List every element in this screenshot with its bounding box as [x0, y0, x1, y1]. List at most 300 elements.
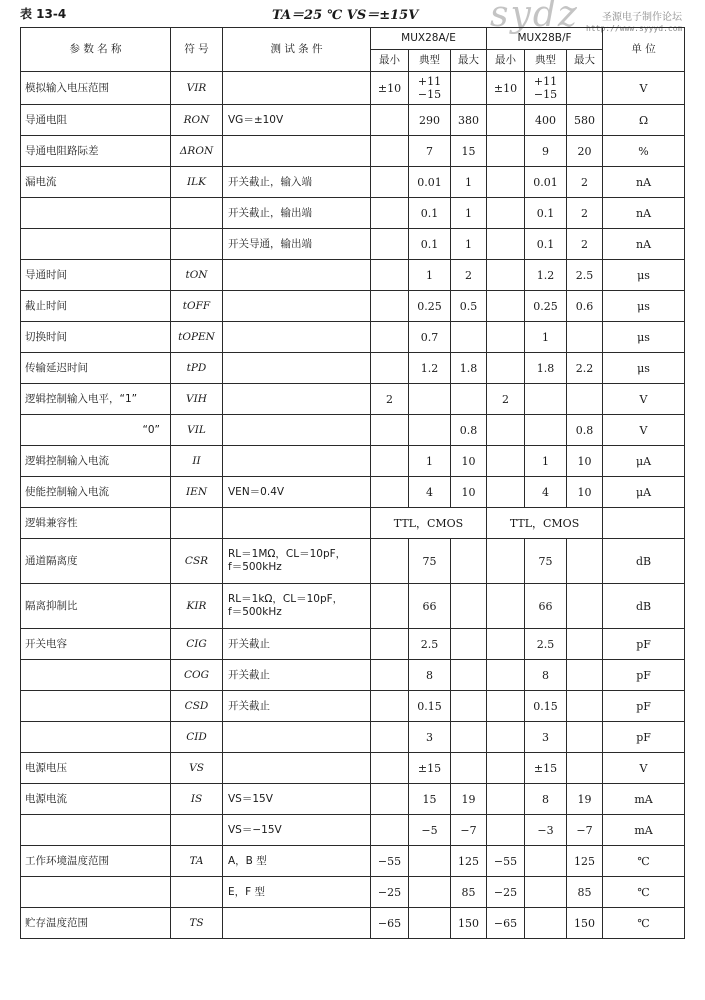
value-a-max [451, 539, 487, 584]
value-b-max: 580 [567, 105, 603, 136]
value-a-min [371, 291, 409, 322]
value-a-max [451, 584, 487, 629]
test-condition [223, 136, 371, 167]
value-a-min [371, 229, 409, 260]
value-b-max: 10 [567, 446, 603, 477]
value-a-min [371, 167, 409, 198]
watermark-url: http://www.syyyd.com [586, 24, 683, 33]
value-b-typ [525, 846, 567, 877]
value-a-max: 1 [451, 167, 487, 198]
value-a-max [451, 629, 487, 660]
param-unit: μA [603, 477, 685, 508]
value-a-min: ±10 [371, 72, 409, 105]
value-a-typ [409, 908, 451, 939]
value-b-typ: 400 [525, 105, 567, 136]
param-unit: pF [603, 691, 685, 722]
test-condition: 开关截止 [223, 629, 371, 660]
watermark-site-name: 圣源电子制作论坛 [602, 12, 682, 23]
value-a-typ [409, 846, 451, 877]
value-a-min [371, 584, 409, 629]
value-b-typ: 8 [525, 784, 567, 815]
value-a-min [371, 815, 409, 846]
col-test-cond: 测 试 条 件 [223, 28, 371, 72]
value-a-max: 125 [451, 846, 487, 877]
value-a-typ: 1 [409, 260, 451, 291]
value-a-max [451, 722, 487, 753]
table-row [21, 198, 685, 229]
value-b-max [567, 691, 603, 722]
table-row [21, 105, 685, 136]
value-a-min [371, 415, 409, 446]
value-b-typ: +11 −15 [525, 72, 567, 105]
group-b-value: TTL，CMOS [487, 508, 603, 539]
table-row [21, 229, 685, 260]
value-b-min: ±10 [487, 72, 525, 105]
param-symbol: tOPEN [171, 322, 223, 353]
table-row [21, 291, 685, 322]
param-name: 模拟输入电压范围 [21, 72, 171, 105]
param-name: 开关电容 [21, 629, 171, 660]
value-b-typ: 1.8 [525, 353, 567, 384]
value-a-min [371, 353, 409, 384]
param-unit: μA [603, 446, 685, 477]
table-row [21, 722, 685, 753]
value-b-max: 85 [567, 877, 603, 908]
value-a-min: 2 [371, 384, 409, 415]
value-b-max: 2 [567, 167, 603, 198]
value-a-max: 19 [451, 784, 487, 815]
value-b-typ: 75 [525, 539, 567, 584]
test-condition: 开关截止，输出端 [223, 198, 371, 229]
value-a-max [451, 322, 487, 353]
col-a-typ: 典型 [409, 50, 451, 72]
param-symbol: ΔRON [171, 136, 223, 167]
param-unit: V [603, 72, 685, 105]
value-a-min [371, 629, 409, 660]
param-unit: nA [603, 229, 685, 260]
value-a-typ: 4 [409, 477, 451, 508]
param-name [21, 815, 171, 846]
param-symbol: CIG [171, 629, 223, 660]
value-a-max: 15 [451, 136, 487, 167]
table-row [21, 908, 685, 939]
value-b-typ: 9 [525, 136, 567, 167]
spec-table-body [21, 72, 685, 939]
test-conditions: TA＝25 ℃ VS＝±15V [272, 8, 419, 23]
test-condition [223, 291, 371, 322]
param-name: 切换时间 [21, 322, 171, 353]
value-b-typ: 0.15 [525, 691, 567, 722]
value-b-max: 20 [567, 136, 603, 167]
value-a-max: 380 [451, 105, 487, 136]
value-b-typ [525, 908, 567, 939]
value-a-typ: 3 [409, 722, 451, 753]
param-unit: μs [603, 353, 685, 384]
test-condition [223, 72, 371, 105]
test-condition: E，F 型 [223, 877, 371, 908]
value-b-min [487, 105, 525, 136]
table-row [21, 72, 685, 105]
param-unit: ℃ [603, 908, 685, 939]
param-name: 传输延迟时间 [21, 353, 171, 384]
test-condition: VG＝±10V [223, 105, 371, 136]
test-condition: 开关截止 [223, 691, 371, 722]
value-a-max: 1.8 [451, 353, 487, 384]
value-b-min [487, 167, 525, 198]
value-a-max: 0.5 [451, 291, 487, 322]
table-row [21, 660, 685, 691]
value-a-typ [409, 877, 451, 908]
value-a-min [371, 660, 409, 691]
param-unit: μs [603, 291, 685, 322]
param-name: 贮存温度范围 [21, 908, 171, 939]
test-condition [223, 722, 371, 753]
param-name: 电源电流 [21, 784, 171, 815]
value-b-max [567, 384, 603, 415]
value-a-typ: 1 [409, 446, 451, 477]
value-b-max [567, 584, 603, 629]
value-b-typ: 0.25 [525, 291, 567, 322]
value-b-typ: 1.2 [525, 260, 567, 291]
value-b-max: 2 [567, 229, 603, 260]
value-b-max [567, 753, 603, 784]
param-symbol: VS [171, 753, 223, 784]
value-b-typ: ±15 [525, 753, 567, 784]
value-a-max: 1 [451, 229, 487, 260]
table-row [21, 815, 685, 846]
value-b-typ: −3 [525, 815, 567, 846]
param-symbol: TS [171, 908, 223, 939]
value-b-min [487, 722, 525, 753]
value-a-min: −65 [371, 908, 409, 939]
value-a-typ [409, 415, 451, 446]
table-row [21, 539, 685, 584]
value-b-typ: 1 [525, 446, 567, 477]
value-a-typ: ±15 [409, 753, 451, 784]
value-b-max [567, 72, 603, 105]
param-unit: mA [603, 815, 685, 846]
value-a-max: 150 [451, 908, 487, 939]
value-b-max [567, 722, 603, 753]
param-name [21, 660, 171, 691]
value-b-max [567, 660, 603, 691]
table-row [21, 629, 685, 660]
value-a-max: 1 [451, 198, 487, 229]
param-unit: μs [603, 260, 685, 291]
table-row [21, 477, 685, 508]
value-a-max: 0.8 [451, 415, 487, 446]
value-a-typ: 2.5 [409, 629, 451, 660]
value-a-min [371, 446, 409, 477]
value-a-min [371, 260, 409, 291]
param-symbol: tOFF [171, 291, 223, 322]
value-b-min [487, 291, 525, 322]
value-a-typ: 1.2 [409, 353, 451, 384]
test-condition [223, 753, 371, 784]
param-name: 隔离抑制比 [21, 584, 171, 629]
value-a-min [371, 322, 409, 353]
table-row [21, 508, 685, 539]
value-a-typ: 15 [409, 784, 451, 815]
value-a-min [371, 753, 409, 784]
test-condition [223, 322, 371, 353]
param-symbol: CSR [171, 539, 223, 584]
param-symbol: VIR [171, 72, 223, 105]
table-row [21, 691, 685, 722]
value-a-min [371, 136, 409, 167]
param-name: 逻辑控制输入电平，“1” [21, 384, 171, 415]
value-b-min: −65 [487, 908, 525, 939]
value-a-typ: 66 [409, 584, 451, 629]
value-b-min [487, 584, 525, 629]
value-a-typ: 0.01 [409, 167, 451, 198]
param-name [21, 691, 171, 722]
value-b-max: 125 [567, 846, 603, 877]
param-symbol [171, 815, 223, 846]
value-b-max [567, 629, 603, 660]
value-b-typ: 8 [525, 660, 567, 691]
value-a-typ: 290 [409, 105, 451, 136]
value-a-min: −25 [371, 877, 409, 908]
param-unit: Ω [603, 105, 685, 136]
test-condition: RL＝1MΩ，CL＝10pF， f＝500kHz [223, 539, 371, 584]
test-condition [223, 446, 371, 477]
value-b-min [487, 446, 525, 477]
table-row [21, 846, 685, 877]
value-b-min [487, 539, 525, 584]
test-condition [223, 353, 371, 384]
value-a-max [451, 753, 487, 784]
col-group-b: MUX28B/F [487, 28, 603, 50]
param-symbol: RON [171, 105, 223, 136]
col-unit: 单 位 [603, 28, 685, 72]
value-b-max: 2.2 [567, 353, 603, 384]
value-a-max: 85 [451, 877, 487, 908]
value-b-min [487, 322, 525, 353]
value-a-typ: 75 [409, 539, 451, 584]
value-b-min [487, 198, 525, 229]
param-symbol: II [171, 446, 223, 477]
table-row [21, 322, 685, 353]
value-b-typ [525, 877, 567, 908]
table-row [21, 753, 685, 784]
param-name [21, 229, 171, 260]
value-b-typ: 3 [525, 722, 567, 753]
param-symbol [171, 229, 223, 260]
param-symbol [171, 877, 223, 908]
value-b-min [487, 660, 525, 691]
param-symbol: ILK [171, 167, 223, 198]
value-b-max: 0.6 [567, 291, 603, 322]
param-symbol [171, 508, 223, 539]
table-row [21, 415, 685, 446]
value-a-min [371, 105, 409, 136]
value-a-max: 2 [451, 260, 487, 291]
value-a-max [451, 691, 487, 722]
col-b-min: 最小 [487, 50, 525, 72]
value-a-typ [409, 384, 451, 415]
param-unit: nA [603, 198, 685, 229]
param-symbol: VIL [171, 415, 223, 446]
param-symbol: CID [171, 722, 223, 753]
param-symbol: tON [171, 260, 223, 291]
test-condition [223, 415, 371, 446]
test-condition: 开关导通，输出端 [223, 229, 371, 260]
param-symbol: KIR [171, 584, 223, 629]
table-number: 表 13-4 [20, 7, 67, 21]
value-a-min [371, 539, 409, 584]
col-a-min: 最小 [371, 50, 409, 72]
table-row [21, 584, 685, 629]
param-symbol [171, 198, 223, 229]
value-a-typ: 0.1 [409, 198, 451, 229]
value-b-typ: 66 [525, 584, 567, 629]
col-b-max: 最大 [567, 50, 603, 72]
param-name: 逻辑兼容性 [21, 508, 171, 539]
col-b-typ: 典型 [525, 50, 567, 72]
value-b-typ: 2.5 [525, 629, 567, 660]
param-unit [603, 508, 685, 539]
test-condition [223, 260, 371, 291]
value-b-typ: 0.01 [525, 167, 567, 198]
value-a-max [451, 660, 487, 691]
value-b-min [487, 477, 525, 508]
param-unit: nA [603, 167, 685, 198]
table-row [21, 353, 685, 384]
param-unit: V [603, 384, 685, 415]
param-name [21, 198, 171, 229]
value-a-max: 10 [451, 477, 487, 508]
value-b-max [567, 322, 603, 353]
param-symbol: IEN [171, 477, 223, 508]
value-a-max [451, 384, 487, 415]
value-a-min [371, 722, 409, 753]
table-row [21, 384, 685, 415]
param-symbol: COG [171, 660, 223, 691]
param-name: 逻辑控制输入电流 [21, 446, 171, 477]
value-a-min [371, 477, 409, 508]
value-b-max: −7 [567, 815, 603, 846]
param-name: 导通电阻 [21, 105, 171, 136]
value-a-min [371, 198, 409, 229]
value-b-typ: 0.1 [525, 229, 567, 260]
param-unit: pF [603, 629, 685, 660]
value-b-min [487, 229, 525, 260]
value-a-min [371, 691, 409, 722]
param-name [21, 877, 171, 908]
param-symbol: IS [171, 784, 223, 815]
param-symbol: VIH [171, 384, 223, 415]
table-row [21, 136, 685, 167]
test-condition [223, 508, 371, 539]
value-b-max: 2.5 [567, 260, 603, 291]
param-symbol: CSD [171, 691, 223, 722]
param-unit: dB [603, 539, 685, 584]
test-condition: VS＝15V [223, 784, 371, 815]
param-name: 使能控制输入电流 [21, 477, 171, 508]
value-b-min [487, 753, 525, 784]
param-name: “0” [21, 415, 171, 446]
value-a-typ: −5 [409, 815, 451, 846]
test-condition: VS＝−15V [223, 815, 371, 846]
param-name: 截止时间 [21, 291, 171, 322]
param-unit: V [603, 753, 685, 784]
table-row [21, 446, 685, 477]
col-param: 参 数 名 称 [21, 28, 171, 72]
value-b-min [487, 629, 525, 660]
param-name: 通道隔离度 [21, 539, 171, 584]
value-b-min [487, 136, 525, 167]
value-a-typ: 7 [409, 136, 451, 167]
param-name: 导通时间 [21, 260, 171, 291]
value-b-min [487, 691, 525, 722]
param-name: 导通电阻路际差 [21, 136, 171, 167]
value-b-typ: 4 [525, 477, 567, 508]
group-a-value: TTL，CMOS [371, 508, 487, 539]
value-b-typ [525, 415, 567, 446]
value-a-typ: +11 −15 [409, 72, 451, 105]
watermark-logo: sydz [490, 0, 579, 35]
value-a-typ: 0.25 [409, 291, 451, 322]
table-row [21, 167, 685, 198]
param-name: 电源电压 [21, 753, 171, 784]
param-name [21, 722, 171, 753]
param-unit: pF [603, 722, 685, 753]
value-b-min: −25 [487, 877, 525, 908]
value-b-typ: 0.1 [525, 198, 567, 229]
value-a-max: 10 [451, 446, 487, 477]
test-condition: RL＝1kΩ，CL＝10pF， f＝500kHz [223, 584, 371, 629]
table-row [21, 784, 685, 815]
param-symbol: TA [171, 846, 223, 877]
test-condition: 开关截止 [223, 660, 371, 691]
value-b-min [487, 353, 525, 384]
value-b-typ [525, 384, 567, 415]
value-b-max: 19 [567, 784, 603, 815]
test-condition: VEN＝0.4V [223, 477, 371, 508]
spec-table [20, 27, 685, 939]
param-unit: ℃ [603, 846, 685, 877]
param-name: 工作环境温度范围 [21, 846, 171, 877]
value-a-max [451, 72, 487, 105]
param-unit: mA [603, 784, 685, 815]
test-condition [223, 384, 371, 415]
value-a-typ: 0.1 [409, 229, 451, 260]
param-symbol: tPD [171, 353, 223, 384]
value-b-min [487, 260, 525, 291]
test-condition: A，B 型 [223, 846, 371, 877]
param-name: 漏电流 [21, 167, 171, 198]
param-unit: μs [603, 322, 685, 353]
col-a-max: 最大 [451, 50, 487, 72]
value-a-min: −55 [371, 846, 409, 877]
value-b-min [487, 415, 525, 446]
value-b-max: 150 [567, 908, 603, 939]
table-row [21, 877, 685, 908]
table-row [21, 260, 685, 291]
value-a-typ: 0.15 [409, 691, 451, 722]
param-unit: % [603, 136, 685, 167]
param-unit: ℃ [603, 877, 685, 908]
col-symbol: 符 号 [171, 28, 223, 72]
value-b-max: 2 [567, 198, 603, 229]
value-b-max: 10 [567, 477, 603, 508]
test-condition [223, 908, 371, 939]
value-a-max: −7 [451, 815, 487, 846]
value-b-min: 2 [487, 384, 525, 415]
param-unit: pF [603, 660, 685, 691]
value-b-min [487, 784, 525, 815]
